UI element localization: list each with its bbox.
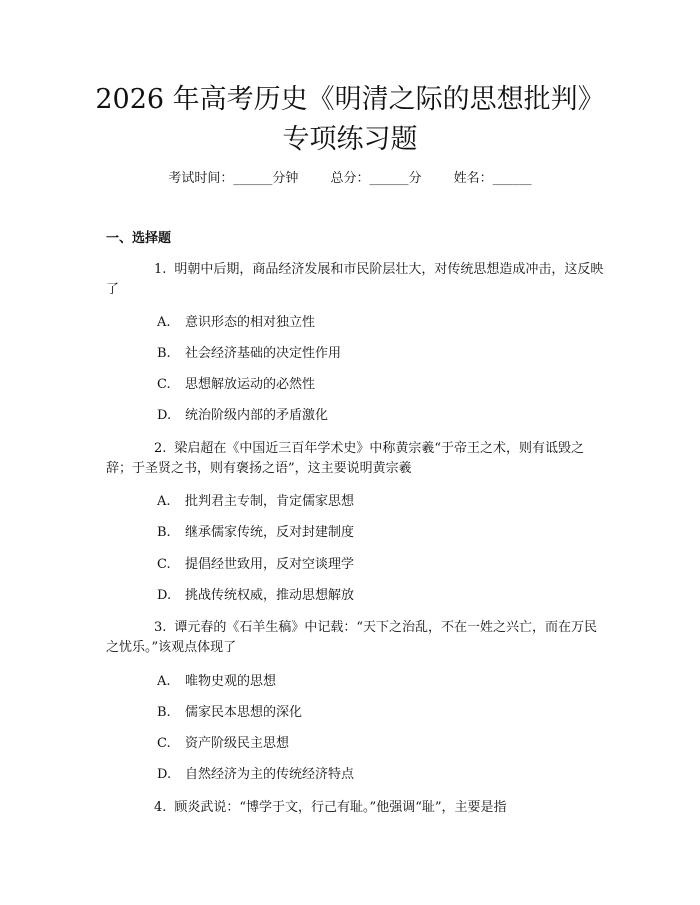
question-1-option-d[interactable] (157, 407, 328, 425)
question-4-number: 4. (154, 800, 167, 815)
option-letter: A. (157, 674, 171, 689)
option-text: 提倡经世致用，反对空谈理学 (185, 557, 355, 572)
question-2-option-b[interactable] (157, 524, 354, 542)
exam-title: 2026 年高考历史《明清之际的思想批判》专项练习题 (95, 84, 605, 155)
option-text: 挑战传统权威，推动思想解放 (185, 588, 355, 603)
exam-meta (0, 170, 700, 188)
question-2-option-c[interactable] (157, 556, 354, 574)
option-text: 自然经济为主的传统经济特点 (185, 767, 355, 782)
question-1-option-a[interactable] (157, 314, 315, 332)
option-letter: B. (157, 346, 171, 361)
question-3-option-c[interactable] (157, 735, 289, 753)
exam-name-blank[interactable]: ______ (492, 171, 532, 186)
question-3-option-a[interactable] (157, 673, 276, 691)
question-2-text: 梁启超在《中国近三百年学术史》中称黄宗羲“于帝王之术，则有诋毁之辞；于圣贤之书，则有褒扬之语”，这主要说明黄宗羲 (106, 441, 585, 476)
question-3 (106, 618, 606, 658)
exam-score-field (330, 170, 421, 188)
question-2-number: 2. (154, 441, 167, 456)
option-text: 思想解放运动的必然性 (185, 377, 316, 392)
option-letter: A. (157, 315, 171, 330)
question-4 (106, 798, 606, 818)
option-text: 社会经济基础的决定性作用 (185, 346, 342, 361)
question-3-number: 3. (154, 620, 167, 635)
question-1-text: 明朝中后期，商品经济发展和市民阶层壮大，对传统思想造成冲击，这反映了 (106, 262, 604, 297)
option-letter: D. (157, 408, 172, 423)
exam-time-blank[interactable]: ______ (233, 171, 273, 186)
question-2-option-d[interactable] (157, 587, 354, 605)
exam-time-unit: 分钟 (272, 171, 299, 186)
question-1-number: 1. (154, 262, 167, 277)
option-letter: B. (157, 705, 171, 720)
exam-name-label: 姓名： (453, 171, 493, 186)
question-3-text: 谭元春的《石羊生稿》中记载：“天下之治乱，不在一姓之兴亡，而在万民之忧乐。”该观点体现了 (106, 620, 598, 655)
option-text: 资产阶级民主思想 (185, 736, 290, 751)
exam-name-field (454, 170, 532, 188)
option-letter: C. (157, 736, 171, 751)
question-1-option-b[interactable] (157, 345, 341, 363)
section-title: 一、选择题 (106, 231, 172, 246)
question-2 (106, 439, 606, 479)
option-letter: D. (157, 767, 172, 782)
question-1-option-c[interactable] (157, 376, 315, 394)
question-3-option-d[interactable] (157, 766, 354, 784)
exam-score-unit: 分 (408, 171, 422, 186)
option-text: 意识形态的相对独立性 (185, 315, 316, 330)
question-4-text: 顾炎武说：“博学于文，行己有耻。”他强调“耻”，主要是指 (174, 800, 507, 815)
exam-time-label: 考试时间： (168, 171, 234, 186)
option-text: 唯物史观的思想 (185, 674, 277, 689)
question-1 (106, 260, 606, 300)
option-text: 统治阶级内部的矛盾激化 (185, 408, 329, 423)
option-letter: A. (157, 494, 171, 509)
exam-score-blank[interactable]: ______ (369, 171, 409, 186)
option-letter: C. (157, 557, 171, 572)
option-text: 批判君主专制，肯定儒家思想 (185, 494, 355, 509)
option-text: 继承儒家传统，反对封建制度 (185, 525, 355, 540)
option-letter: C. (157, 377, 171, 392)
option-letter: D. (157, 588, 172, 603)
exam-score-label: 总分： (330, 171, 370, 186)
question-2-option-a[interactable] (157, 493, 354, 511)
exam-time-field (168, 170, 298, 188)
question-3-option-b[interactable] (157, 704, 302, 722)
option-letter: B. (157, 525, 171, 540)
option-text: 儒家民本思想的深化 (185, 705, 303, 720)
